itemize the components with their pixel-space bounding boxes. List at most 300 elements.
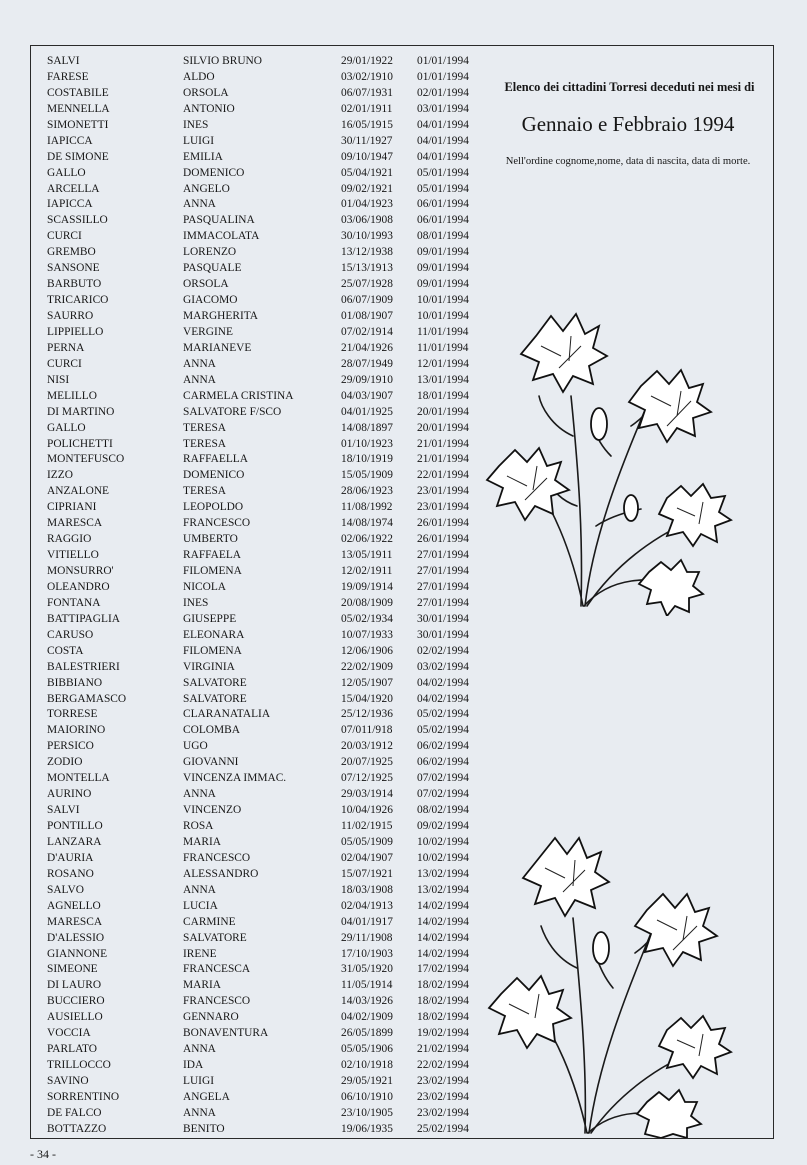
first-name-cell: ANNA bbox=[183, 357, 216, 370]
death-date-cell: 22/02/1994 bbox=[417, 1059, 469, 1072]
birth-date-cell: 23/10/1905 bbox=[341, 1106, 393, 1119]
birth-date-cell: 02/06/1922 bbox=[341, 533, 393, 546]
record-row bbox=[31, 405, 501, 421]
death-date-cell: 21/02/1994 bbox=[417, 1043, 469, 1056]
surname-cell: SAVINO bbox=[47, 1075, 89, 1087]
first-name-cell: GIACOMO bbox=[183, 294, 238, 307]
first-name-cell: BONAVENTURA bbox=[183, 1027, 269, 1040]
death-date-cell: 12/01/1994 bbox=[417, 357, 469, 370]
surname-cell: SORRENTINO bbox=[47, 1090, 120, 1103]
birth-date-cell: 25/12/1936 bbox=[341, 708, 393, 721]
record-row bbox=[31, 421, 501, 437]
death-date-cell: 27/01/1994 bbox=[417, 549, 469, 562]
first-name-cell: FRANCESCO bbox=[183, 517, 251, 530]
death-date-cell: 27/01/1994 bbox=[417, 580, 469, 593]
birth-date-cell: 07/12/1925 bbox=[341, 772, 393, 785]
record-row bbox=[31, 883, 501, 899]
record-row bbox=[31, 1010, 501, 1026]
first-name-cell: FRANCESCA bbox=[183, 963, 251, 976]
birth-date-cell: 04/01/1917 bbox=[341, 915, 393, 928]
surname-cell: PONTILLO bbox=[47, 820, 103, 832]
surname-cell: GREMBO bbox=[47, 246, 96, 259]
record-row bbox=[31, 70, 501, 86]
death-date-cell: 04/01/1994 bbox=[417, 134, 469, 147]
death-date-cell: 18/01/1994 bbox=[417, 389, 469, 402]
surname-cell: BERGAMASCO bbox=[47, 692, 127, 705]
death-date-cell: 20/01/1994 bbox=[417, 405, 469, 418]
surname-cell: MELILLO bbox=[47, 389, 97, 402]
surname-cell: PERSICO bbox=[47, 740, 94, 753]
death-date-cell: 04/01/1994 bbox=[417, 150, 469, 163]
record-row bbox=[31, 692, 501, 708]
surname-cell: RAGGIO bbox=[47, 533, 92, 546]
death-date-cell: 09/01/1994 bbox=[417, 278, 469, 291]
record-row bbox=[31, 373, 501, 389]
death-date-cell: 02/01/1994 bbox=[417, 86, 469, 99]
surname-cell: MAIORINO bbox=[47, 724, 106, 737]
record-row bbox=[31, 835, 501, 851]
surname-cell: CIPRIANI bbox=[47, 501, 97, 514]
birth-date-cell: 20/03/1912 bbox=[341, 740, 393, 753]
first-name-cell: UGO bbox=[183, 740, 208, 753]
first-name-cell: DOMENICO bbox=[183, 166, 245, 179]
surname-cell: ROSANO bbox=[47, 867, 94, 880]
first-name-cell: COLOMBA bbox=[183, 724, 240, 737]
death-date-cell: 10/01/1994 bbox=[417, 294, 469, 307]
birth-date-cell: 03/06/1908 bbox=[341, 214, 393, 227]
record-row bbox=[31, 1074, 501, 1090]
record-row bbox=[31, 723, 501, 739]
record-row bbox=[31, 516, 501, 532]
death-date-cell: 21/01/1994 bbox=[417, 453, 469, 466]
record-row bbox=[31, 500, 501, 516]
surname-cell: AUSIELLO bbox=[47, 1011, 103, 1024]
first-name-cell: FRANCESCO bbox=[183, 995, 251, 1008]
first-name-cell: VERGINE bbox=[183, 325, 233, 338]
record-row bbox=[31, 277, 501, 293]
first-name-cell: FILOMENA bbox=[183, 565, 242, 577]
birth-date-cell: 14/03/1926 bbox=[341, 995, 393, 1008]
birth-date-cell: 21/04/1926 bbox=[341, 341, 393, 354]
death-date-cell: 05/01/1994 bbox=[417, 182, 469, 195]
record-row bbox=[31, 1090, 501, 1106]
surname-cell: BOTTAZZO bbox=[47, 1122, 107, 1135]
birth-date-cell: 15/04/1920 bbox=[341, 692, 393, 705]
death-date-cell: 03/01/1994 bbox=[417, 102, 469, 115]
birth-date-cell: 12/06/1906 bbox=[341, 644, 393, 657]
record-row bbox=[31, 771, 501, 787]
first-name-cell: ANNA bbox=[183, 373, 216, 386]
record-row bbox=[31, 739, 501, 755]
record-row bbox=[31, 309, 501, 325]
birth-date-cell: 29/03/1914 bbox=[341, 788, 393, 801]
surname-cell: DI MARTINO bbox=[47, 405, 115, 418]
birth-date-cell: 01/08/1907 bbox=[341, 310, 393, 322]
birth-date-cell: 15/13/1913 bbox=[341, 262, 393, 275]
record-row bbox=[31, 707, 501, 723]
first-name-cell: ROSA bbox=[183, 820, 214, 832]
record-row bbox=[31, 150, 501, 166]
surname-cell: SALVI bbox=[47, 804, 80, 817]
first-name-cell: SALVATORE bbox=[183, 931, 247, 944]
birth-date-cell: 05/04/1921 bbox=[341, 166, 393, 179]
first-name-cell: ANGELO bbox=[183, 182, 230, 195]
record-row bbox=[31, 229, 501, 245]
page-number: - 34 - bbox=[30, 1147, 56, 1161]
birth-date-cell: 02/04/1913 bbox=[341, 899, 393, 912]
surname-cell: IZZO bbox=[47, 469, 73, 482]
birth-date-cell: 02/01/1911 bbox=[341, 102, 393, 115]
surname-cell: SALVO bbox=[47, 883, 84, 896]
death-date-cell: 10/02/1994 bbox=[417, 851, 469, 864]
birth-date-cell: 09/10/1947 bbox=[341, 150, 393, 163]
death-date-cell: 07/02/1994 bbox=[417, 772, 469, 785]
birth-date-cell: 13/05/1911 bbox=[341, 549, 393, 562]
birth-date-cell: 16/05/1915 bbox=[341, 118, 393, 131]
death-date-cell: 05/02/1994 bbox=[417, 724, 469, 737]
birth-date-cell: 31/05/1920 bbox=[341, 963, 393, 976]
record-row bbox=[31, 484, 501, 500]
first-name-cell: PASQUALINA bbox=[183, 214, 255, 227]
death-date-cell: 01/01/1994 bbox=[417, 55, 469, 67]
death-date-cell: 09/02/1994 bbox=[417, 820, 469, 832]
page-frame bbox=[30, 45, 774, 1139]
birth-date-cell: 15/05/1909 bbox=[341, 469, 393, 482]
birth-date-cell: 13/12/1938 bbox=[341, 246, 393, 259]
surname-cell: BUCCIERO bbox=[47, 995, 105, 1008]
first-name-cell: IRENE bbox=[183, 947, 217, 960]
death-date-cell: 25/02/1994 bbox=[417, 1122, 469, 1135]
first-name-cell: FRANCESCO bbox=[183, 851, 251, 864]
birth-date-cell: 06/10/1910 bbox=[341, 1090, 393, 1103]
birth-date-cell: 02/10/1918 bbox=[341, 1059, 393, 1072]
record-row bbox=[31, 962, 501, 978]
first-name-cell: TERESA bbox=[183, 485, 227, 498]
record-row bbox=[31, 867, 501, 883]
record-row bbox=[31, 293, 501, 309]
death-date-cell: 30/01/1994 bbox=[417, 628, 469, 641]
record-row bbox=[31, 389, 501, 405]
record-row bbox=[31, 437, 501, 453]
birth-date-cell: 02/04/1907 bbox=[341, 851, 393, 864]
surname-cell: MARESCA bbox=[47, 517, 103, 530]
first-name-cell: ORSOLA bbox=[183, 86, 229, 99]
first-name-cell: VINCENZA IMMAC. bbox=[183, 772, 287, 785]
death-date-cell: 13/01/1994 bbox=[417, 373, 469, 386]
death-date-cell: 14/02/1994 bbox=[417, 915, 469, 928]
death-date-cell: 01/01/1994 bbox=[417, 70, 469, 83]
record-row bbox=[31, 166, 501, 182]
surname-cell: IAPICCA bbox=[47, 134, 93, 147]
surname-cell: FONTANA bbox=[47, 596, 101, 609]
record-row bbox=[31, 54, 501, 70]
record-row bbox=[31, 134, 501, 150]
death-date-cell: 18/02/1994 bbox=[417, 1011, 469, 1024]
birth-date-cell: 14/08/1897 bbox=[341, 421, 393, 434]
death-date-cell: 06/02/1994 bbox=[417, 756, 469, 769]
record-row bbox=[31, 787, 501, 803]
first-name-cell: SALVATORE bbox=[183, 676, 247, 689]
record-row bbox=[31, 755, 501, 771]
birth-date-cell: 04/02/1909 bbox=[341, 1011, 393, 1024]
death-date-cell: 08/02/1994 bbox=[417, 804, 469, 817]
death-date-cell: 05/02/1994 bbox=[417, 708, 469, 721]
birth-date-cell: 18/10/1919 bbox=[341, 453, 393, 466]
surname-cell: DI LAURO bbox=[47, 979, 102, 992]
surname-cell: COSTA bbox=[47, 644, 84, 657]
surname-cell: SANSONE bbox=[47, 262, 100, 275]
surname-cell: LANZARA bbox=[47, 835, 102, 848]
surname-cell: TRILLOCCO bbox=[47, 1059, 111, 1072]
first-name-cell: VINCENZO bbox=[183, 804, 242, 817]
birth-date-cell: 19/09/1914 bbox=[341, 580, 393, 593]
surname-cell: SIMONETTI bbox=[47, 118, 109, 131]
death-date-cell: 11/01/1994 bbox=[417, 341, 469, 354]
birth-date-cell: 20/07/1925 bbox=[341, 756, 393, 769]
record-row bbox=[31, 532, 501, 548]
record-row bbox=[31, 851, 501, 867]
record-row bbox=[31, 628, 501, 644]
birth-date-cell: 01/10/1923 bbox=[341, 437, 393, 450]
surname-cell: BIBBIANO bbox=[47, 676, 103, 689]
first-name-cell: ELEONARA bbox=[183, 628, 245, 641]
surname-cell: ANZALONE bbox=[47, 485, 110, 498]
list-subtitle: Nell'ordine cognome,nome, data di nascita, data di morte. bbox=[505, 156, 751, 167]
surname-cell: SALVI bbox=[47, 55, 80, 67]
page-title: Gennaio e Febbraio 1994 bbox=[521, 112, 735, 136]
first-name-cell: INES bbox=[183, 118, 209, 131]
birth-date-cell: 26/05/1899 bbox=[341, 1027, 393, 1040]
birth-date-cell: 05/05/1906 bbox=[341, 1043, 393, 1056]
birth-date-cell: 07/02/1914 bbox=[341, 325, 393, 338]
birth-date-cell: 30/10/1993 bbox=[341, 230, 393, 243]
surname-cell: CURCI bbox=[47, 230, 82, 243]
surname-cell: SAURRO bbox=[47, 310, 94, 322]
death-date-cell: 22/01/1994 bbox=[417, 469, 469, 482]
first-name-cell: ANGELA bbox=[183, 1090, 230, 1103]
death-date-cell: 23/01/1994 bbox=[417, 501, 469, 514]
death-date-cell: 07/02/1994 bbox=[417, 788, 469, 801]
surname-cell: VOCCIA bbox=[47, 1027, 91, 1040]
first-name-cell: BENITO bbox=[183, 1122, 225, 1135]
record-row bbox=[31, 596, 501, 612]
death-date-cell: 09/01/1994 bbox=[417, 262, 469, 275]
record-row bbox=[31, 931, 501, 947]
first-name-cell: MARIANEVE bbox=[183, 341, 252, 354]
first-name-cell: LORENZO bbox=[183, 246, 237, 259]
first-name-cell: MARIA bbox=[183, 979, 221, 992]
death-date-cell: 18/02/1994 bbox=[417, 995, 469, 1008]
birth-date-cell: 10/07/1933 bbox=[341, 628, 393, 641]
record-row bbox=[31, 978, 501, 994]
record-row bbox=[31, 261, 501, 277]
death-date-cell: 27/01/1994 bbox=[417, 565, 469, 577]
first-name-cell: INES bbox=[183, 596, 209, 609]
death-date-cell: 06/02/1994 bbox=[417, 740, 469, 753]
birth-date-cell: 11/05/1914 bbox=[341, 979, 393, 992]
surname-cell: PERNA bbox=[47, 341, 85, 354]
record-row bbox=[31, 1026, 501, 1042]
birth-date-cell: 05/02/1934 bbox=[341, 612, 393, 625]
record-row bbox=[31, 357, 501, 373]
death-date-cell: 26/01/1994 bbox=[417, 517, 469, 530]
death-date-cell: 03/02/1994 bbox=[417, 660, 469, 673]
first-name-cell: ANNA bbox=[183, 1106, 216, 1119]
death-date-cell: 21/01/1994 bbox=[417, 437, 469, 450]
first-name-cell: ANTONIO bbox=[183, 102, 235, 115]
death-date-cell: 05/01/1994 bbox=[417, 166, 469, 179]
birth-date-cell: 11/02/1915 bbox=[341, 820, 393, 832]
surname-cell: GALLO bbox=[47, 421, 86, 434]
surname-cell: IAPICCA bbox=[47, 198, 93, 211]
surname-cell: GALLO bbox=[47, 166, 86, 179]
record-row bbox=[31, 1058, 501, 1074]
surname-cell: FARESE bbox=[47, 70, 89, 83]
birth-date-cell: 20/08/1909 bbox=[341, 596, 393, 609]
death-date-cell: 20/01/1994 bbox=[417, 421, 469, 434]
first-name-cell: ALDO bbox=[183, 70, 215, 83]
first-name-cell: ORSOLA bbox=[183, 278, 229, 291]
first-name-cell: ALESSANDRO bbox=[183, 867, 259, 880]
first-name-cell: LUIGI bbox=[183, 134, 214, 147]
death-date-cell: 26/01/1994 bbox=[417, 533, 469, 546]
surname-cell: MONTELLA bbox=[47, 772, 110, 785]
surname-cell: BARBUTO bbox=[47, 278, 102, 291]
birth-date-cell: 09/02/1921 bbox=[341, 182, 393, 195]
record-row bbox=[31, 213, 501, 229]
surname-cell: ARCELLA bbox=[47, 182, 100, 195]
first-name-cell: EMILIA bbox=[183, 150, 223, 163]
record-row bbox=[31, 102, 501, 118]
first-name-cell: LUIGI bbox=[183, 1075, 214, 1087]
birth-date-cell: 10/04/1926 bbox=[341, 804, 393, 817]
first-name-cell: MARGHERITA bbox=[183, 310, 259, 322]
surname-cell: DE FALCO bbox=[47, 1106, 102, 1119]
birth-date-cell: 06/07/1931 bbox=[341, 86, 393, 99]
surname-cell: D'ALESSIO bbox=[47, 931, 105, 944]
record-row bbox=[31, 341, 501, 357]
birth-date-cell: 03/02/1910 bbox=[341, 70, 393, 83]
death-date-cell: 02/02/1994 bbox=[417, 644, 469, 657]
death-date-cell: 19/02/1994 bbox=[417, 1027, 469, 1040]
birth-date-cell: 22/02/1909 bbox=[341, 660, 393, 673]
surname-cell: PARLATO bbox=[47, 1043, 98, 1056]
birth-date-cell: 04/03/1907 bbox=[341, 389, 393, 402]
first-name-cell: FILOMENA bbox=[183, 644, 242, 657]
surname-cell: SIMEONE bbox=[47, 963, 98, 976]
first-name-cell: RAFFAELLA bbox=[183, 453, 248, 466]
death-date-cell: 30/01/1994 bbox=[417, 612, 469, 625]
first-name-cell: ANNA bbox=[183, 198, 216, 211]
death-date-cell: 13/02/1994 bbox=[417, 867, 469, 880]
death-date-cell: 23/02/1994 bbox=[417, 1106, 469, 1119]
first-name-cell: CARMINE bbox=[183, 915, 236, 928]
surname-cell: MARESCA bbox=[47, 915, 103, 928]
birth-date-cell: 07/011/918 bbox=[341, 724, 393, 737]
birth-date-cell: 25/07/1928 bbox=[341, 278, 393, 291]
record-row bbox=[31, 118, 501, 134]
first-name-cell: GIUSEPPE bbox=[183, 612, 237, 625]
birth-date-cell: 29/01/1922 bbox=[341, 55, 393, 67]
record-row bbox=[31, 245, 501, 261]
record-row bbox=[31, 452, 501, 468]
record-row bbox=[31, 947, 501, 963]
death-date-cell: 14/02/1994 bbox=[417, 947, 469, 960]
birth-date-cell: 18/03/1908 bbox=[341, 883, 393, 896]
birth-date-cell: 17/10/1903 bbox=[341, 947, 393, 960]
first-name-cell: VIRGINIA bbox=[183, 660, 235, 673]
surname-cell: POLICHETTI bbox=[47, 437, 113, 450]
surname-cell: MONSURRO' bbox=[47, 565, 114, 577]
record-row bbox=[31, 994, 501, 1010]
surname-cell: TORRESE bbox=[47, 708, 98, 721]
first-name-cell: TERESA bbox=[183, 421, 227, 434]
first-name-cell: SILVIO BRUNO bbox=[183, 55, 263, 67]
surname-cell: ZODIO bbox=[47, 756, 83, 769]
record-row bbox=[31, 325, 501, 341]
surname-cell: SCASSILLO bbox=[47, 214, 108, 227]
birth-date-cell: 04/01/1925 bbox=[341, 405, 393, 418]
record-row bbox=[31, 86, 501, 102]
first-name-cell: DOMENICO bbox=[183, 469, 245, 482]
record-row bbox=[31, 564, 501, 580]
record-row bbox=[31, 548, 501, 564]
surname-cell: NISI bbox=[47, 373, 70, 386]
death-date-cell: 04/01/1994 bbox=[417, 118, 469, 131]
surname-cell: BALESTRIERI bbox=[47, 660, 120, 673]
surname-cell: MONTEFUSCO bbox=[47, 453, 125, 466]
surname-cell: VITIELLO bbox=[47, 549, 99, 562]
birth-date-cell: 15/07/1921 bbox=[341, 867, 393, 880]
first-name-cell: GENNARO bbox=[183, 1011, 239, 1024]
birth-date-cell: 11/08/1992 bbox=[341, 501, 393, 514]
death-date-cell: 11/01/1994 bbox=[417, 325, 469, 338]
first-name-cell: LUCIA bbox=[183, 899, 218, 912]
death-date-cell: 13/02/1994 bbox=[417, 883, 469, 896]
birth-date-cell: 01/04/1923 bbox=[341, 198, 393, 211]
first-name-cell: IDA bbox=[183, 1059, 204, 1072]
record-row bbox=[31, 803, 501, 819]
first-name-cell: ANNA bbox=[183, 788, 216, 801]
first-name-cell: GIOVANNI bbox=[183, 756, 239, 769]
surname-cell: CARUSO bbox=[47, 628, 94, 641]
surname-cell: BATTIPAGLIA bbox=[47, 612, 120, 625]
birth-date-cell: 30/11/1927 bbox=[341, 134, 393, 147]
list-intro: Elenco dei cittadini Torresi deceduti nei mesi di bbox=[504, 80, 755, 94]
first-name-cell: NICOLA bbox=[183, 580, 227, 593]
first-name-cell: RAFFAELA bbox=[183, 549, 242, 562]
death-date-cell: 04/02/1994 bbox=[417, 692, 469, 705]
record-row bbox=[31, 468, 501, 484]
death-date-cell: 17/02/1994 bbox=[417, 963, 469, 976]
birth-date-cell: 19/06/1935 bbox=[341, 1122, 393, 1135]
surname-cell: AGNELLO bbox=[47, 899, 101, 912]
surname-cell: D'AURIA bbox=[47, 851, 94, 864]
death-date-cell: 23/02/1994 bbox=[417, 1090, 469, 1103]
first-name-cell: LEOPOLDO bbox=[183, 501, 244, 514]
death-date-cell: 18/02/1994 bbox=[417, 979, 469, 992]
record-row bbox=[31, 644, 501, 660]
first-name-cell: UMBERTO bbox=[183, 533, 238, 546]
record-row bbox=[31, 1042, 501, 1058]
record-row bbox=[31, 197, 501, 213]
record-row bbox=[31, 182, 501, 198]
death-date-cell: 14/02/1994 bbox=[417, 931, 469, 944]
first-name-cell: SALVATORE F/SCO bbox=[183, 405, 282, 418]
record-row bbox=[31, 915, 501, 931]
death-date-cell: 14/02/1994 bbox=[417, 899, 469, 912]
birth-date-cell: 28/07/1949 bbox=[341, 357, 393, 370]
